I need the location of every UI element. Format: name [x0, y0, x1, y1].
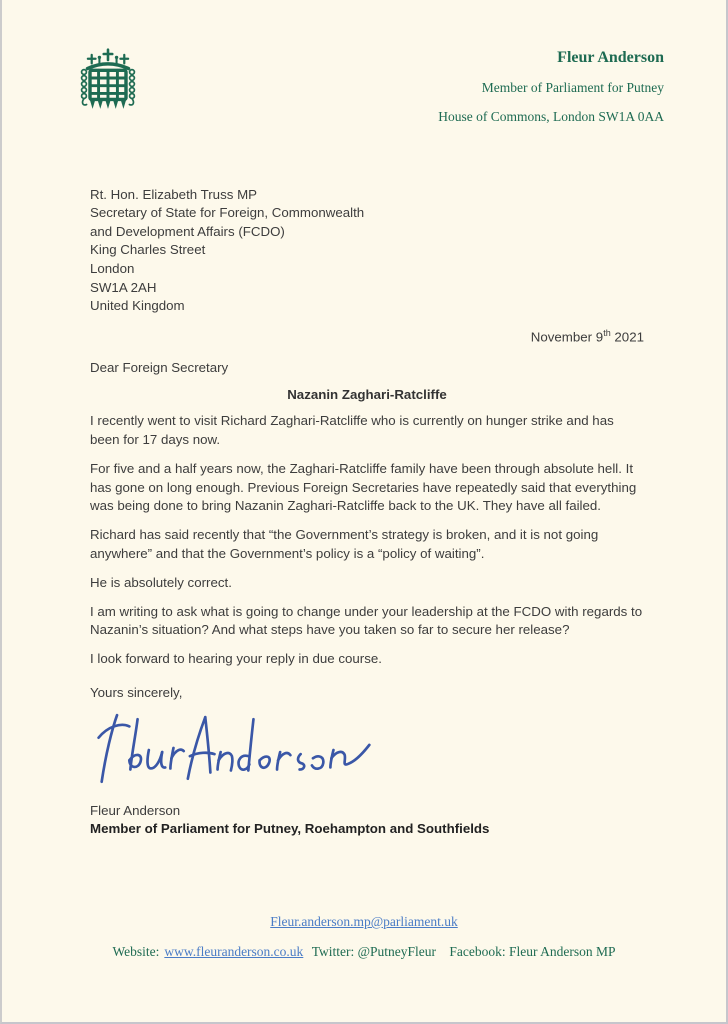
- portcullis-crowned-icon: [78, 48, 138, 120]
- twitter-handle: Twitter: @PutneyFleur: [311, 944, 437, 959]
- recipient-address-block: [90, 186, 644, 316]
- sender-name: Fleur Anderson: [90, 802, 181, 818]
- letterhead: [2, 0, 726, 126]
- sender-title: Member of Parliament for Putney, Roehampton and Southfields: [90, 820, 490, 836]
- mp-name: Fleur Anderson: [557, 49, 664, 66]
- letter-footer: [2, 914, 726, 960]
- closing: Yours sincerely,: [90, 684, 183, 700]
- letter-body: [2, 186, 726, 836]
- signature-image: [96, 710, 644, 795]
- body-paragraph: I am writing to ask what is going to change under your leadership at the FCDO with regards to Nazanin’s situation? And what steps have you taken so far to secure her release?: [90, 603, 643, 638]
- recipient-line: King Charles Street: [90, 242, 206, 258]
- recipient-line: SW1A 2AH: [90, 279, 157, 295]
- website-label: Website:: [112, 944, 160, 959]
- recipient-line: Rt. Hon. Elizabeth Truss MP: [90, 186, 258, 202]
- recipient-line: United Kingdom: [90, 298, 185, 314]
- mp-address: House of Commons, London SW1A 0AA: [438, 109, 664, 125]
- body-paragraph: I look forward to hearing your reply in due course.: [90, 651, 382, 667]
- email-row: [2, 914, 726, 930]
- date-ordinal: th: [603, 327, 611, 338]
- salutation: Dear Foreign Secretary: [90, 360, 229, 376]
- recipient-line: and Development Affairs (FCDO): [90, 223, 285, 239]
- body-paragraph: He is absolutely correct.: [90, 574, 232, 590]
- facebook-label: Facebook: Fleur Anderson MP: [449, 944, 616, 959]
- body-paragraph: For five and a half years now, the Zaghari-Ratcliffe family have been through absolute hell. It has gone on long enough. Previous Foreign Secretaries have repeatedly said that everything was being done to bring Nazanin Zaghari-Ratcliffe back to the UK. They have all failed.: [90, 460, 637, 514]
- recipient-line: Secretary of State for Foreign, Commonwealth: [90, 205, 365, 221]
- website-link[interactable]: www.fleuranderson.co.uk: [164, 944, 304, 959]
- letterhead-contact-block: [438, 48, 664, 126]
- body-paragraph: Richard has said recently that “the Government’s strategy is broken, and it is not going anywhere” and that the Government’s policy is a “policy of waiting”.: [90, 527, 599, 561]
- email-link[interactable]: Fleur.anderson.mp@parliament.uk: [270, 914, 458, 929]
- contact-row: [2, 944, 726, 960]
- body-paragraph: I recently went to visit Richard Zaghari-Ratcliffe who is currently on hunger strike and has been for 17 days now.: [90, 413, 614, 447]
- subject-line: Nazanin Zaghari-Ratcliffe: [287, 387, 447, 403]
- letter-date: November 9th 2021: [530, 327, 644, 345]
- mp-role: Member of Parliament for Putney: [481, 80, 664, 96]
- recipient-line: London: [90, 260, 135, 276]
